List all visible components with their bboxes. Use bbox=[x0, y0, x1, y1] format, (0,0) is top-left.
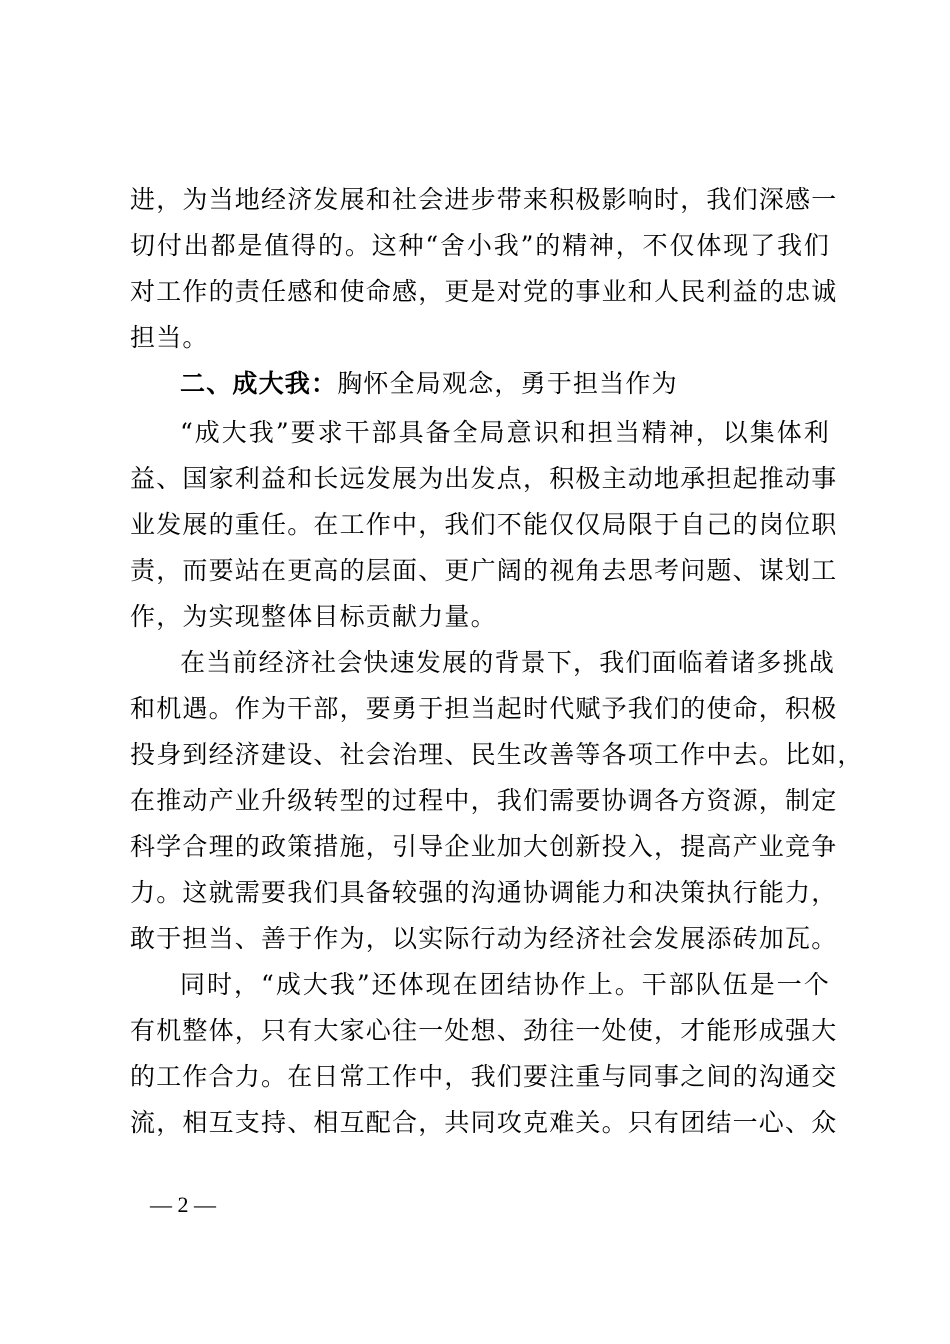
paragraph-3-line-1: 在当前经济社会快速发展的背景下，我们面临着诸多挑战 bbox=[180, 648, 836, 677]
paragraph-4-line-4: 流，相互支持、相互配合，共同攻克难关。只有团结一心、众 bbox=[130, 1108, 838, 1137]
paragraph-3-line-4: 在推动产业升级转型的过程中，我们需要协调各方资源，制定 bbox=[130, 786, 838, 815]
paragraph-4-line-1: 同时，“成大我”还体现在团结协作上。干部队伍是一个 bbox=[180, 970, 830, 999]
section-heading bbox=[180, 361, 830, 407]
paragraph-1-line-1: 进，为当地经济发展和社会进步带来积极影响时，我们深感一 bbox=[130, 185, 838, 214]
paragraph-1-line-2: 切付出都是值得的。这种“舍小我”的精神，不仅体现了我们 bbox=[130, 231, 830, 260]
paragraph-3-line-5: 科学合理的政策措施，引导企业加大创新投入，提高产业竞争 bbox=[130, 832, 838, 861]
paragraph-2-line-4: 责，而要站在更高的层面、更广阔的视角去思考问题、谋划工 bbox=[130, 556, 838, 585]
paragraph-3-line-7: 敢于担当、善于作为，以实际行动为经济社会发展添砖加瓦。 bbox=[130, 924, 838, 953]
paragraph-2-line-3: 业发展的重任。在工作中，我们不能仅仅局限于自己的岗位职 bbox=[130, 510, 838, 539]
paragraph-1-line-4: 担当。 bbox=[130, 323, 209, 352]
paragraph-2-line-5: 作，为实现整体目标贡献力量。 bbox=[130, 602, 497, 631]
paragraph-3-line-2: 和机遇。作为干部，要勇于担当起时代赋予我们的使命，积极 bbox=[130, 694, 838, 723]
paragraph-4-line-2: 有机整体，只有大家心往一处想、劲往一处使，才能形成强大 bbox=[130, 1016, 838, 1045]
page-number: — 2 — bbox=[150, 1192, 216, 1217]
paragraph-2-line-2: 益、国家利益和长远发展为出发点，积极主动地承担起推动事 bbox=[130, 464, 838, 493]
section-heading-title: 胸怀全局观念，勇于担当作为 bbox=[337, 369, 678, 398]
paragraph-4-line-3: 的工作合力。在日常工作中，我们要注重与同事之间的沟通交 bbox=[130, 1062, 838, 1091]
paragraph-3-line-6: 力。这就需要我们具备较强的沟通协调能力和决策执行能力， bbox=[130, 878, 838, 907]
paragraph-1-line-3: 对工作的责任感和使命感，更是对党的事业和人民利益的忠诚 bbox=[130, 277, 838, 306]
section-heading-bold: 二、成大我： bbox=[180, 369, 338, 398]
paragraph-3-line-3: 投身到经济建设、社会治理、民生改善等各项工作中去。比如， bbox=[130, 740, 864, 769]
paragraph-2-line-1: “成大我”要求干部具备全局意识和担当精神，以集体利 bbox=[180, 418, 830, 447]
